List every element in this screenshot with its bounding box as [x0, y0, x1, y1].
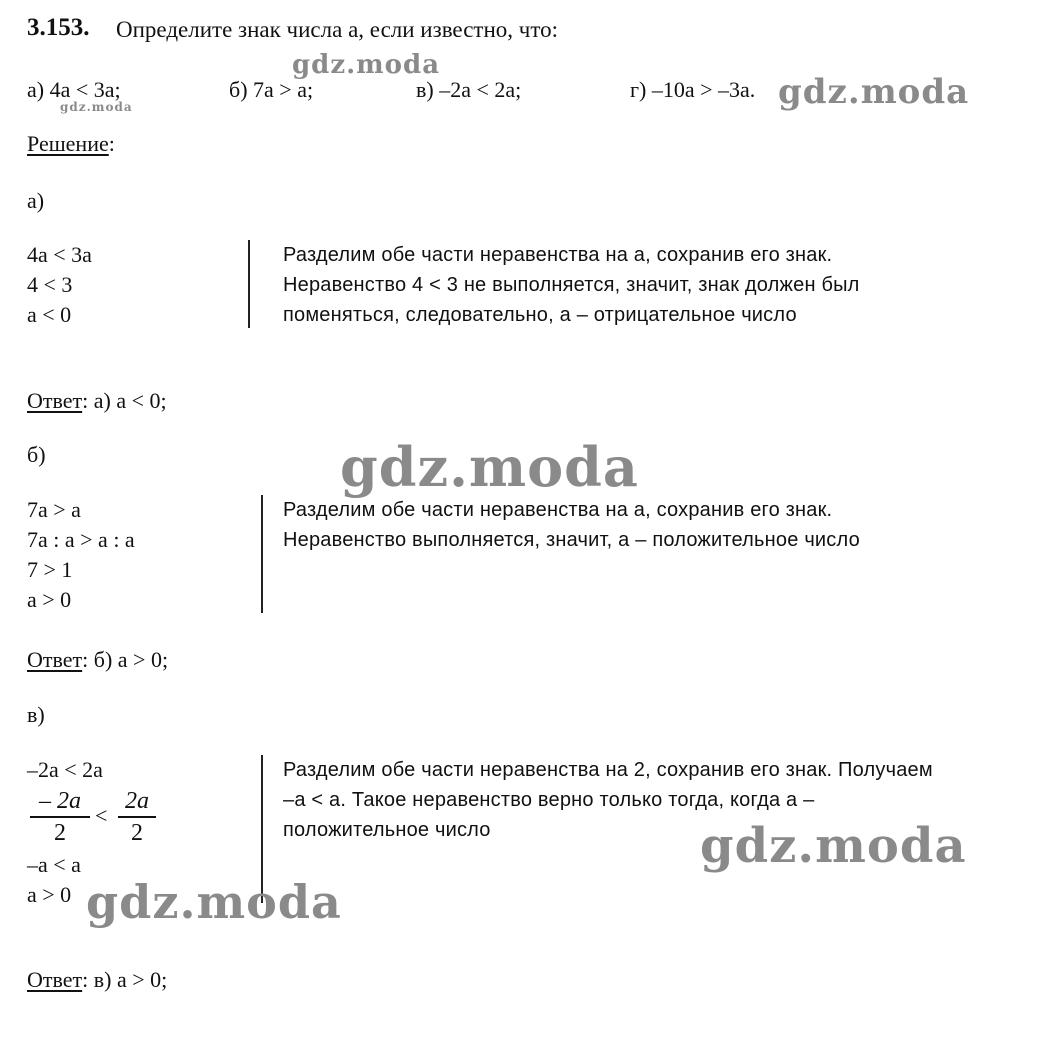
watermark: gdz.moda: [86, 875, 342, 929]
fraction-left-denominator: 2: [54, 819, 66, 846]
part-a-step-1: 4a < 3a: [27, 242, 92, 267]
solution-heading: [27, 129, 115, 159]
fraction-right-numerator: 2a: [125, 788, 149, 814]
watermark: gdz.moda: [778, 72, 970, 112]
part-c-step-1: –2a < 2a: [27, 757, 103, 782]
part-b-step-4: a > 0: [27, 587, 72, 612]
answer-label: Ответ: [27, 388, 83, 413]
part-b-step-2: 7a : a > a : a: [27, 527, 135, 552]
fraction-left: [30, 786, 90, 848]
solution-label: Решение: [27, 131, 109, 156]
fraction-right: [118, 786, 156, 848]
part-b-label: б): [27, 442, 46, 467]
part-a-explanation-1: Разделим обе части неравенства на a, сохранив его знак.: [283, 244, 833, 266]
condition-b: б) 7a > a;: [229, 77, 314, 102]
watermark: gdz.moda: [700, 818, 967, 874]
fraction-sign: <: [95, 803, 108, 828]
solution-colon: :: [108, 131, 115, 156]
part-b-explanation-2: Неравенство выполняется, значит, a – положительное число: [283, 529, 860, 551]
task-number: 3.153.: [27, 14, 90, 41]
part-b-explanation-1: Разделим обе части неравенства на a, сохранив его знак.: [283, 499, 833, 521]
fraction-left-numerator: – 2a: [39, 788, 81, 814]
part-b-answer: [27, 645, 168, 675]
part-c-answer: [27, 965, 167, 995]
part-a-divider: [248, 240, 250, 328]
answer-label: Ответ: [27, 967, 83, 992]
part-a-label: а): [27, 188, 45, 213]
part-a-explanation-3: поменяться, следовательно, a – отрицательное число: [283, 304, 797, 326]
condition-a: а) 4a < 3a;: [27, 77, 121, 102]
part-a-answer: [27, 386, 167, 416]
part-c-label: в): [27, 702, 45, 727]
fraction-right-denominator: 2: [131, 819, 143, 846]
watermark: gdz.moda: [340, 435, 639, 499]
answer-value: : в) a > 0;: [82, 967, 168, 992]
part-c-step-3: a > 0: [27, 882, 72, 907]
answer-value: : б) a > 0;: [82, 647, 169, 672]
condition-c: в) –2a < 2a;: [416, 77, 522, 102]
part-a-step-3: a < 0: [27, 302, 72, 327]
watermark: gdz.moda: [60, 100, 133, 114]
part-b-step-1: 7a > a: [27, 497, 81, 522]
part-c-step-2: –a < a: [27, 852, 81, 877]
watermark: gdz.moda: [292, 50, 441, 80]
answer-value: : а) a < 0;: [82, 388, 167, 413]
task-statement: Определите знак числа a, если известно, что:: [116, 17, 558, 42]
part-a-explanation-2: Неравенство 4 < 3 не выполняется, значит, знак должен был: [283, 274, 860, 296]
part-b-step-3: 7 > 1: [27, 557, 73, 582]
part-c-explanation-2: –a < a. Такое неравенство верно только тогда, когда a –: [283, 789, 815, 811]
answer-label: Ответ: [27, 647, 83, 672]
part-c-explanation-3: положительное число: [283, 819, 491, 841]
part-a-step-2: 4 < 3: [27, 272, 73, 297]
part-c-explanation-1: Разделим обе части неравенства на 2, сохранив его знак. Получаем: [283, 759, 933, 781]
condition-d: г) –10a > –3a.: [630, 77, 756, 102]
part-b-divider: [261, 495, 263, 613]
